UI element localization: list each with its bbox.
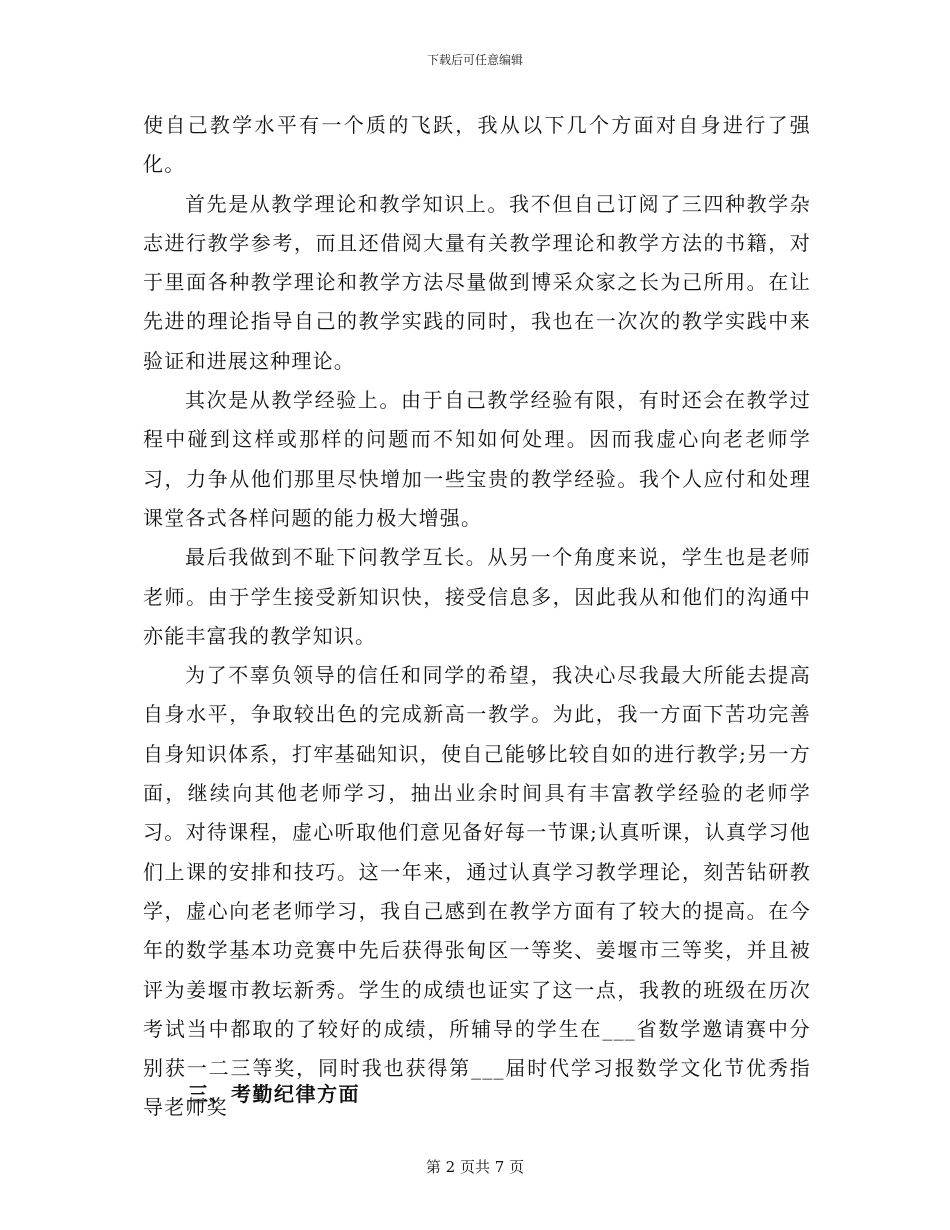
- section-heading: 三、考勤纪律方面: [188, 1082, 360, 1106]
- page-number: 第 2 页共 7 页: [425, 1158, 525, 1176]
- page-header-note: 下载后可任意编辑: [426, 53, 523, 67]
- paragraph-continuation: 使自己教学水平有一个质的飞跃，我从以下几个方面对自身进行了强化。: [143, 113, 811, 177]
- paragraph-theory: 首先是从教学理论和教学知识上。我不但自己订阅了三四种教学杂志进行教学参考，而且还借阅大量有关教学理论和教学方法的书籍，对于里面各种教学理论和教学方法尽量做到博采众家之长为己所用。在让先进的理论指导自己的教学实践的同时，我也在一次次的教学实践中来验证和进展这种理论。: [143, 191, 811, 373]
- paragraph-experience: 其次是从教学经验上。由于自己教学经验有限，有时还会在教学过程中碰到这样或那样的问题而不知如何处理。因而我虚心向老老师学习，力争从他们那里尽快增加一些宝贵的教学经验。我个人应付和处理课堂各式各样问题的能力极大增强。: [143, 388, 811, 530]
- paragraph-learning-from-students: 最后我做到不耻下问教学互长。从另一个角度来说，学生也是老师老师。由于学生接受新知识快，接受信息多，因此我从和他们的沟通中亦能丰富我的教学知识。: [143, 545, 811, 648]
- paragraph-achievements: 为了不辜负领导的信任和同学的希望，我决心尽我最大所能去提高自身水平，争取较出色的完成新高一教学。为此，我一方面下苦功完善自身知识体系，打牢基础知识，使自己能够比较自如的进行教学;另一方面，继续向其他老师学习，抽出业余时间具有丰富教学经验的老师学习。对待课程，虚心听取他们意见备好每一节课;认真听课，认真学习他们上课的安排和技巧。这一年来，通过认真学习教学理论，刻苦钻研教学，虚心向老老师学习，我自己感到在教学方面有了较大的提高。在今年的数学基本功竞赛中先后获得张甸区一等奖、姜堰市三等奖，并且被评为姜堰市教坛新秀。学生的成绩也证实了这一点，我教的班级在历次考试当中都取的了较好的成绩，所辅导的学生在___省数学邀请赛中分别获一二三等奖，同时我也获得第___届时代学习报数学文化节优秀指导老师奖: [143, 663, 811, 1120]
- document-body: [143, 106, 811, 1128]
